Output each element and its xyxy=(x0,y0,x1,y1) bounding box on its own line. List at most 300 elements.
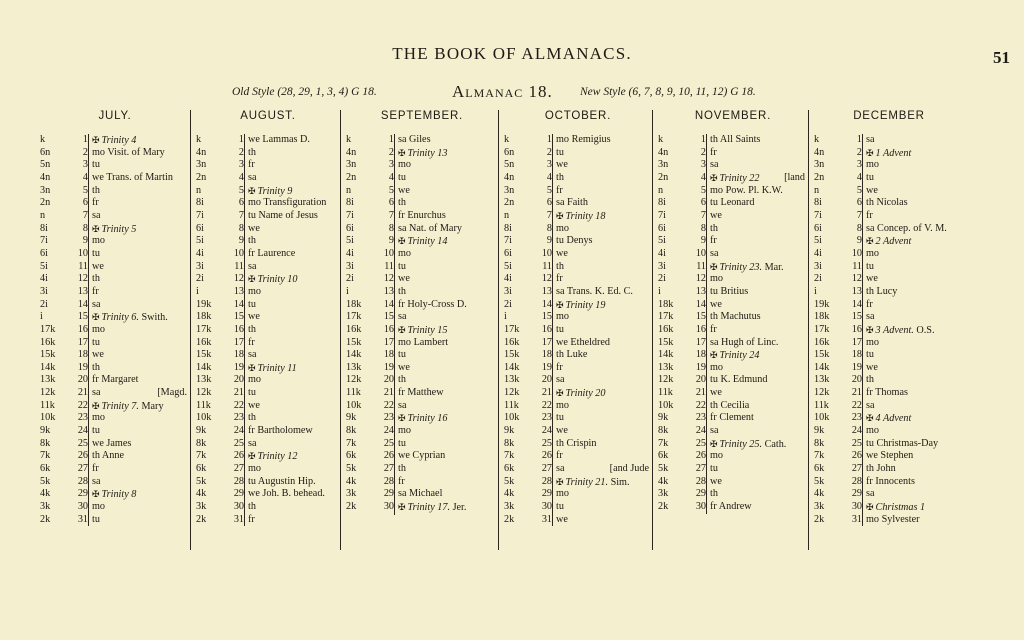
month-november xyxy=(658,110,809,550)
dominical-letter: 7i xyxy=(504,235,512,247)
day-number: 14 xyxy=(383,298,394,310)
entry-text: sa xyxy=(92,298,101,310)
dominical-letter: 12k xyxy=(814,387,830,399)
day-number: 7 xyxy=(82,209,88,221)
feast-name: 4 Advent xyxy=(875,413,912,425)
day-row xyxy=(40,463,190,476)
day-number: 26 xyxy=(77,450,88,462)
day-entry xyxy=(552,299,652,313)
sunday-cross-icon: ✠ xyxy=(556,299,564,310)
day-row xyxy=(814,273,964,286)
day-number: 8 xyxy=(856,222,862,234)
day-entry xyxy=(706,147,808,160)
day-number: 11 xyxy=(78,260,88,272)
day-number: 26 xyxy=(851,450,862,462)
day-entry xyxy=(244,248,340,261)
day-row xyxy=(40,223,190,236)
month-august xyxy=(196,110,341,550)
sunday-cross-icon: ✠ xyxy=(92,312,100,323)
dominical-letter: 4n xyxy=(658,146,669,158)
dominical-letter: 7i xyxy=(814,209,822,221)
day-row xyxy=(346,261,498,274)
day-number: 18 xyxy=(541,349,552,361)
day-number: 30 xyxy=(77,501,88,513)
day-entry xyxy=(862,450,964,463)
day-number: 17 xyxy=(383,336,394,348)
dominical-letter: k xyxy=(658,134,664,145)
dominical-letter: 9k xyxy=(814,425,825,437)
day-entry xyxy=(88,349,190,362)
day-rows xyxy=(346,134,498,514)
day-number: 12 xyxy=(383,273,394,285)
day-entry xyxy=(552,147,652,160)
entry-text: tu xyxy=(556,323,564,335)
dominical-letter: 5k xyxy=(346,463,357,475)
day-number: 27 xyxy=(233,463,244,475)
day-entry xyxy=(552,349,652,362)
day-number: 8 xyxy=(546,222,552,234)
entry-text: mo xyxy=(710,361,724,373)
entry-text: sa Michael xyxy=(398,488,443,500)
day-entry xyxy=(552,438,652,451)
day-row xyxy=(40,488,190,501)
day-row xyxy=(814,463,964,476)
sunday-cross-icon: ✠ xyxy=(92,223,100,234)
dominical-letter: n xyxy=(814,184,820,196)
day-row xyxy=(196,349,340,362)
dominical-letter: 10k xyxy=(814,412,830,424)
day-number: 14 xyxy=(851,298,862,310)
day-number: 5 xyxy=(82,184,88,196)
entry-text: th xyxy=(248,323,256,335)
entry-text: sa xyxy=(866,488,875,500)
dominical-letter: 2i xyxy=(40,298,48,310)
day-row xyxy=(658,273,808,286)
entry-text: we xyxy=(866,273,878,285)
day-row xyxy=(346,501,498,514)
entry-text: sa xyxy=(866,134,875,145)
sunday-cross-icon: ✠ xyxy=(556,388,564,399)
entry-text: tu xyxy=(398,260,406,272)
entry-text: we xyxy=(866,184,878,196)
day-number: 8 xyxy=(700,222,706,234)
day-number: 13 xyxy=(541,285,552,297)
entry-text: mo xyxy=(92,323,106,335)
entry-continuation: [Magd. xyxy=(157,387,187,399)
day-number: 24 xyxy=(695,425,706,437)
entry-continuation: [and Jude xyxy=(609,463,649,475)
day-entry xyxy=(552,425,652,438)
day-number: 22 xyxy=(851,399,862,411)
entry-text: tu xyxy=(92,513,100,525)
entry-text: sa xyxy=(710,247,719,259)
entry-text: fr xyxy=(710,146,717,158)
dominical-letter: 17k xyxy=(196,323,212,335)
day-entry xyxy=(88,223,190,237)
dominical-letter: 4n xyxy=(40,171,51,183)
dominical-letter: 7i xyxy=(40,235,48,247)
day-row xyxy=(40,425,190,438)
day-number: 11 xyxy=(384,260,394,272)
day-entry xyxy=(862,514,964,527)
sunday-cross-icon: ✠ xyxy=(398,502,406,513)
dominical-letter: 19k xyxy=(196,298,212,310)
day-row xyxy=(504,235,652,248)
day-row xyxy=(346,324,498,337)
dominical-letter: 16k xyxy=(40,336,56,348)
dominical-letter: 15k xyxy=(196,349,212,361)
day-entry xyxy=(552,185,652,198)
day-number: 1 xyxy=(700,134,706,145)
day-entry xyxy=(862,438,964,451)
entry-text: sa Giles xyxy=(398,134,431,145)
dominical-letter: 15k xyxy=(346,336,362,348)
day-entry xyxy=(706,248,808,261)
dominical-letter: 11k xyxy=(40,399,55,411)
day-entry xyxy=(244,210,340,223)
day-number: 7 xyxy=(546,209,552,221)
dominical-letter: 13k xyxy=(658,361,674,373)
day-row xyxy=(346,248,498,261)
day-row xyxy=(814,235,964,248)
sunday-cross-icon: ✠ xyxy=(248,451,256,462)
entry-text: Swith. xyxy=(138,312,168,324)
entry-text: mo xyxy=(248,374,262,386)
entry-text: th xyxy=(248,235,256,247)
day-number: 31 xyxy=(541,513,552,525)
dominical-letter: 5k xyxy=(40,475,51,487)
dominical-letter: 5k xyxy=(504,475,515,487)
entry-text: sa xyxy=(710,159,719,171)
day-entry xyxy=(862,501,964,515)
entry-text: tu Leonard xyxy=(710,197,755,209)
day-row xyxy=(814,438,964,451)
entry-text: th xyxy=(398,374,406,386)
dominical-letter: 12k xyxy=(658,374,674,386)
dominical-letter: i xyxy=(658,285,661,297)
dominical-letter: 7k xyxy=(504,450,515,462)
day-row xyxy=(40,159,190,172)
day-number: 30 xyxy=(541,501,552,513)
dominical-letter: 7k xyxy=(196,450,207,462)
day-entry xyxy=(552,311,652,324)
day-row xyxy=(504,374,652,387)
day-row xyxy=(504,349,652,362)
day-number: 25 xyxy=(851,437,862,449)
dominical-letter: 3n xyxy=(504,184,515,196)
entry-text: we Stephen xyxy=(866,450,914,462)
entry-text: th Cecilia xyxy=(710,399,750,411)
sunday-cross-icon: ✠ xyxy=(710,438,718,449)
day-entry xyxy=(706,235,808,248)
entry-text: we James xyxy=(92,437,132,449)
dominical-letter: k xyxy=(504,134,510,145)
dominical-letter: 11k xyxy=(196,399,211,411)
day-number: 3 xyxy=(82,159,88,171)
day-number: 3 xyxy=(388,159,394,171)
day-row xyxy=(40,210,190,223)
entry-text: tu xyxy=(398,349,406,361)
entry-text: sa xyxy=(710,425,719,437)
day-number: 9 xyxy=(388,235,394,247)
sunday-cross-icon: ✠ xyxy=(710,172,718,183)
day-entry xyxy=(862,159,964,172)
day-entry xyxy=(706,299,808,312)
day-row xyxy=(504,501,652,514)
day-entry xyxy=(88,450,190,463)
entry-text: fr Margaret xyxy=(92,374,139,386)
day-row xyxy=(658,147,808,160)
day-row xyxy=(346,223,498,236)
day-number: 8 xyxy=(238,222,244,234)
day-row xyxy=(40,400,190,413)
sunday-cross-icon: ✠ xyxy=(398,236,406,247)
day-number: 9 xyxy=(856,235,862,247)
day-entry xyxy=(706,337,808,350)
day-entry xyxy=(244,223,340,236)
day-number: 5 xyxy=(388,184,394,196)
day-entry xyxy=(394,412,498,426)
day-entry xyxy=(706,438,808,452)
day-row xyxy=(196,311,340,324)
day-entry xyxy=(394,374,498,387)
day-entry xyxy=(244,235,340,248)
day-number: 9 xyxy=(82,235,88,247)
entry-text: we Lammas D. xyxy=(248,134,310,145)
day-entry xyxy=(552,337,652,350)
dominical-letter: 16k xyxy=(814,336,830,348)
dominical-letter: 9k xyxy=(40,425,51,437)
entry-text: tu xyxy=(866,349,874,361)
day-entry xyxy=(88,185,190,198)
day-entry xyxy=(244,387,340,400)
day-entry xyxy=(244,476,340,489)
day-entry xyxy=(394,438,498,451)
dominical-letter: 3i xyxy=(40,285,48,297)
day-number: 28 xyxy=(233,475,244,487)
dominical-letter: 2n xyxy=(40,197,51,209)
day-number: 9 xyxy=(700,235,706,247)
dominical-letter: 6n xyxy=(504,146,515,158)
day-row xyxy=(658,476,808,489)
day-row xyxy=(814,299,964,312)
entry-text: sa Nat. of Mary xyxy=(398,222,462,234)
day-entry xyxy=(244,337,340,350)
day-entry xyxy=(862,324,964,338)
entry-text: we Joh. B. behead. xyxy=(248,488,325,500)
day-row xyxy=(658,349,808,362)
feast-name: Trinity 14 xyxy=(407,236,448,248)
day-entry xyxy=(552,476,652,490)
day-number: 23 xyxy=(383,412,394,424)
dominical-letter: 9k xyxy=(196,425,207,437)
dominical-letter: 3k xyxy=(814,501,825,513)
day-entry xyxy=(394,501,498,515)
day-number: 15 xyxy=(541,311,552,323)
day-number: 13 xyxy=(851,285,862,297)
day-number: 25 xyxy=(541,437,552,449)
day-entry xyxy=(394,147,498,161)
sunday-cross-icon: ✠ xyxy=(398,324,406,335)
day-row xyxy=(814,159,964,172)
day-number: 24 xyxy=(541,425,552,437)
day-number: 14 xyxy=(233,298,244,310)
day-number: 23 xyxy=(77,412,88,424)
entry-text: fr Holy-Cross D. xyxy=(398,298,467,310)
day-row xyxy=(658,337,808,350)
day-entry xyxy=(88,412,190,425)
day-entry xyxy=(88,134,190,148)
entry-text: we xyxy=(710,298,722,310)
day-number: 6 xyxy=(856,197,862,209)
day-entry xyxy=(706,387,808,400)
day-number: 4 xyxy=(82,171,88,183)
entry-text: sa xyxy=(92,387,101,399)
day-number: 1 xyxy=(82,134,88,145)
day-row xyxy=(504,311,652,324)
day-number: 2 xyxy=(82,146,88,158)
day-entry xyxy=(552,463,652,476)
day-row xyxy=(346,337,498,350)
day-entry xyxy=(706,400,808,413)
day-number: 26 xyxy=(233,450,244,462)
entry-text: th xyxy=(556,171,564,183)
day-row xyxy=(658,172,808,185)
day-number: 25 xyxy=(383,437,394,449)
dominical-letter: 16k xyxy=(196,336,212,348)
dominical-letter: 13k xyxy=(814,374,830,386)
entry-text: th John xyxy=(866,463,896,475)
day-rows xyxy=(658,134,808,514)
day-entry xyxy=(552,235,652,248)
entry-text: fr Innocents xyxy=(866,475,915,487)
day-number: 22 xyxy=(77,399,88,411)
dominical-letter: 15k xyxy=(40,349,56,361)
entry-text: fr Clement xyxy=(710,412,754,424)
page-header xyxy=(0,44,1024,68)
day-entry xyxy=(244,501,340,514)
dominical-letter: 17k xyxy=(346,311,362,323)
entry-text: mo xyxy=(710,273,724,285)
day-entry xyxy=(88,425,190,438)
entry-text: we xyxy=(556,513,568,525)
day-number: 13 xyxy=(383,285,394,297)
dominical-letter: k xyxy=(40,134,46,145)
entry-text: we xyxy=(248,399,260,411)
day-row xyxy=(504,223,652,236)
sunday-cross-icon: ✠ xyxy=(92,135,100,145)
feast-name: Trinity 25. xyxy=(719,438,763,450)
day-number: 5 xyxy=(856,184,862,196)
day-entry xyxy=(394,134,498,147)
dominical-letter: n xyxy=(196,184,202,196)
day-number: 1 xyxy=(546,134,552,145)
day-entry xyxy=(394,324,498,338)
day-row xyxy=(504,147,652,160)
day-row xyxy=(346,400,498,413)
dominical-letter: 17k xyxy=(40,323,56,335)
dominical-letter: 2k xyxy=(814,513,825,525)
day-number: 29 xyxy=(695,488,706,500)
entry-text: mo Transfiguration xyxy=(248,197,327,209)
entry-text: tu xyxy=(248,387,256,399)
day-number: 14 xyxy=(541,298,552,310)
day-row xyxy=(658,450,808,463)
day-row xyxy=(814,400,964,413)
feast-name: Trinity 4 xyxy=(101,135,137,146)
day-entry xyxy=(862,425,964,438)
day-number: 18 xyxy=(695,349,706,361)
day-entry xyxy=(394,425,498,438)
feast-name: Trinity 19 xyxy=(565,299,606,311)
day-number: 29 xyxy=(77,488,88,500)
day-row xyxy=(658,501,808,514)
day-number: 2 xyxy=(700,146,706,158)
dominical-letter: 8i xyxy=(196,197,204,209)
day-number: 27 xyxy=(77,463,88,475)
day-row xyxy=(346,450,498,463)
day-entry xyxy=(706,185,808,198)
new-style-note: New Style (6, 7, 8, 9, 10, 11, 12) G 18. xyxy=(580,86,756,98)
entry-text: fr xyxy=(248,336,255,348)
dominical-letter: 5i xyxy=(658,235,666,247)
dominical-letter: 3i xyxy=(346,260,354,272)
day-entry xyxy=(862,286,964,299)
dominical-letter: 6k xyxy=(658,450,669,462)
dominical-letter: 5i xyxy=(814,235,822,247)
day-number: 12 xyxy=(851,273,862,285)
day-number: 18 xyxy=(383,349,394,361)
dominical-letter: 8i xyxy=(504,222,512,234)
entry-text: we Etheldred xyxy=(556,336,611,348)
dominical-letter: n xyxy=(504,209,510,221)
entry-text: fr xyxy=(556,450,563,462)
day-row xyxy=(40,248,190,261)
dominical-letter: 8i xyxy=(40,222,48,234)
day-number: 8 xyxy=(388,222,394,234)
day-number: 17 xyxy=(233,336,244,348)
feast-name: Christmas 1 xyxy=(875,502,926,514)
entry-text: sa xyxy=(248,260,257,272)
dominical-letter: 5i xyxy=(40,260,48,272)
day-row xyxy=(40,134,190,147)
day-number: 27 xyxy=(695,463,706,475)
day-entry xyxy=(244,514,340,527)
day-row xyxy=(658,400,808,413)
day-number: 19 xyxy=(77,361,88,373)
day-entry xyxy=(862,374,964,387)
day-entry xyxy=(706,488,808,501)
feast-name: Trinity 24 xyxy=(719,350,760,362)
day-entry xyxy=(862,488,964,501)
day-row xyxy=(196,476,340,489)
day-number: 5 xyxy=(238,184,244,196)
day-number: 30 xyxy=(851,501,862,513)
day-number: 16 xyxy=(851,323,862,335)
day-number: 24 xyxy=(851,425,862,437)
dominical-letter: 3n xyxy=(40,184,51,196)
dominical-letter: 6i xyxy=(658,222,666,234)
day-number: 16 xyxy=(77,323,88,335)
dominical-letter: 2k xyxy=(40,513,51,525)
entry-text: fr xyxy=(556,361,563,373)
day-number: 29 xyxy=(383,488,394,500)
day-entry xyxy=(862,210,964,223)
feast-name: Trinity 15 xyxy=(407,324,448,336)
month-name: NOVEMBER. xyxy=(694,110,772,122)
feast-name: 3 Advent. xyxy=(875,324,914,336)
dominical-letter: 8k xyxy=(658,425,669,437)
